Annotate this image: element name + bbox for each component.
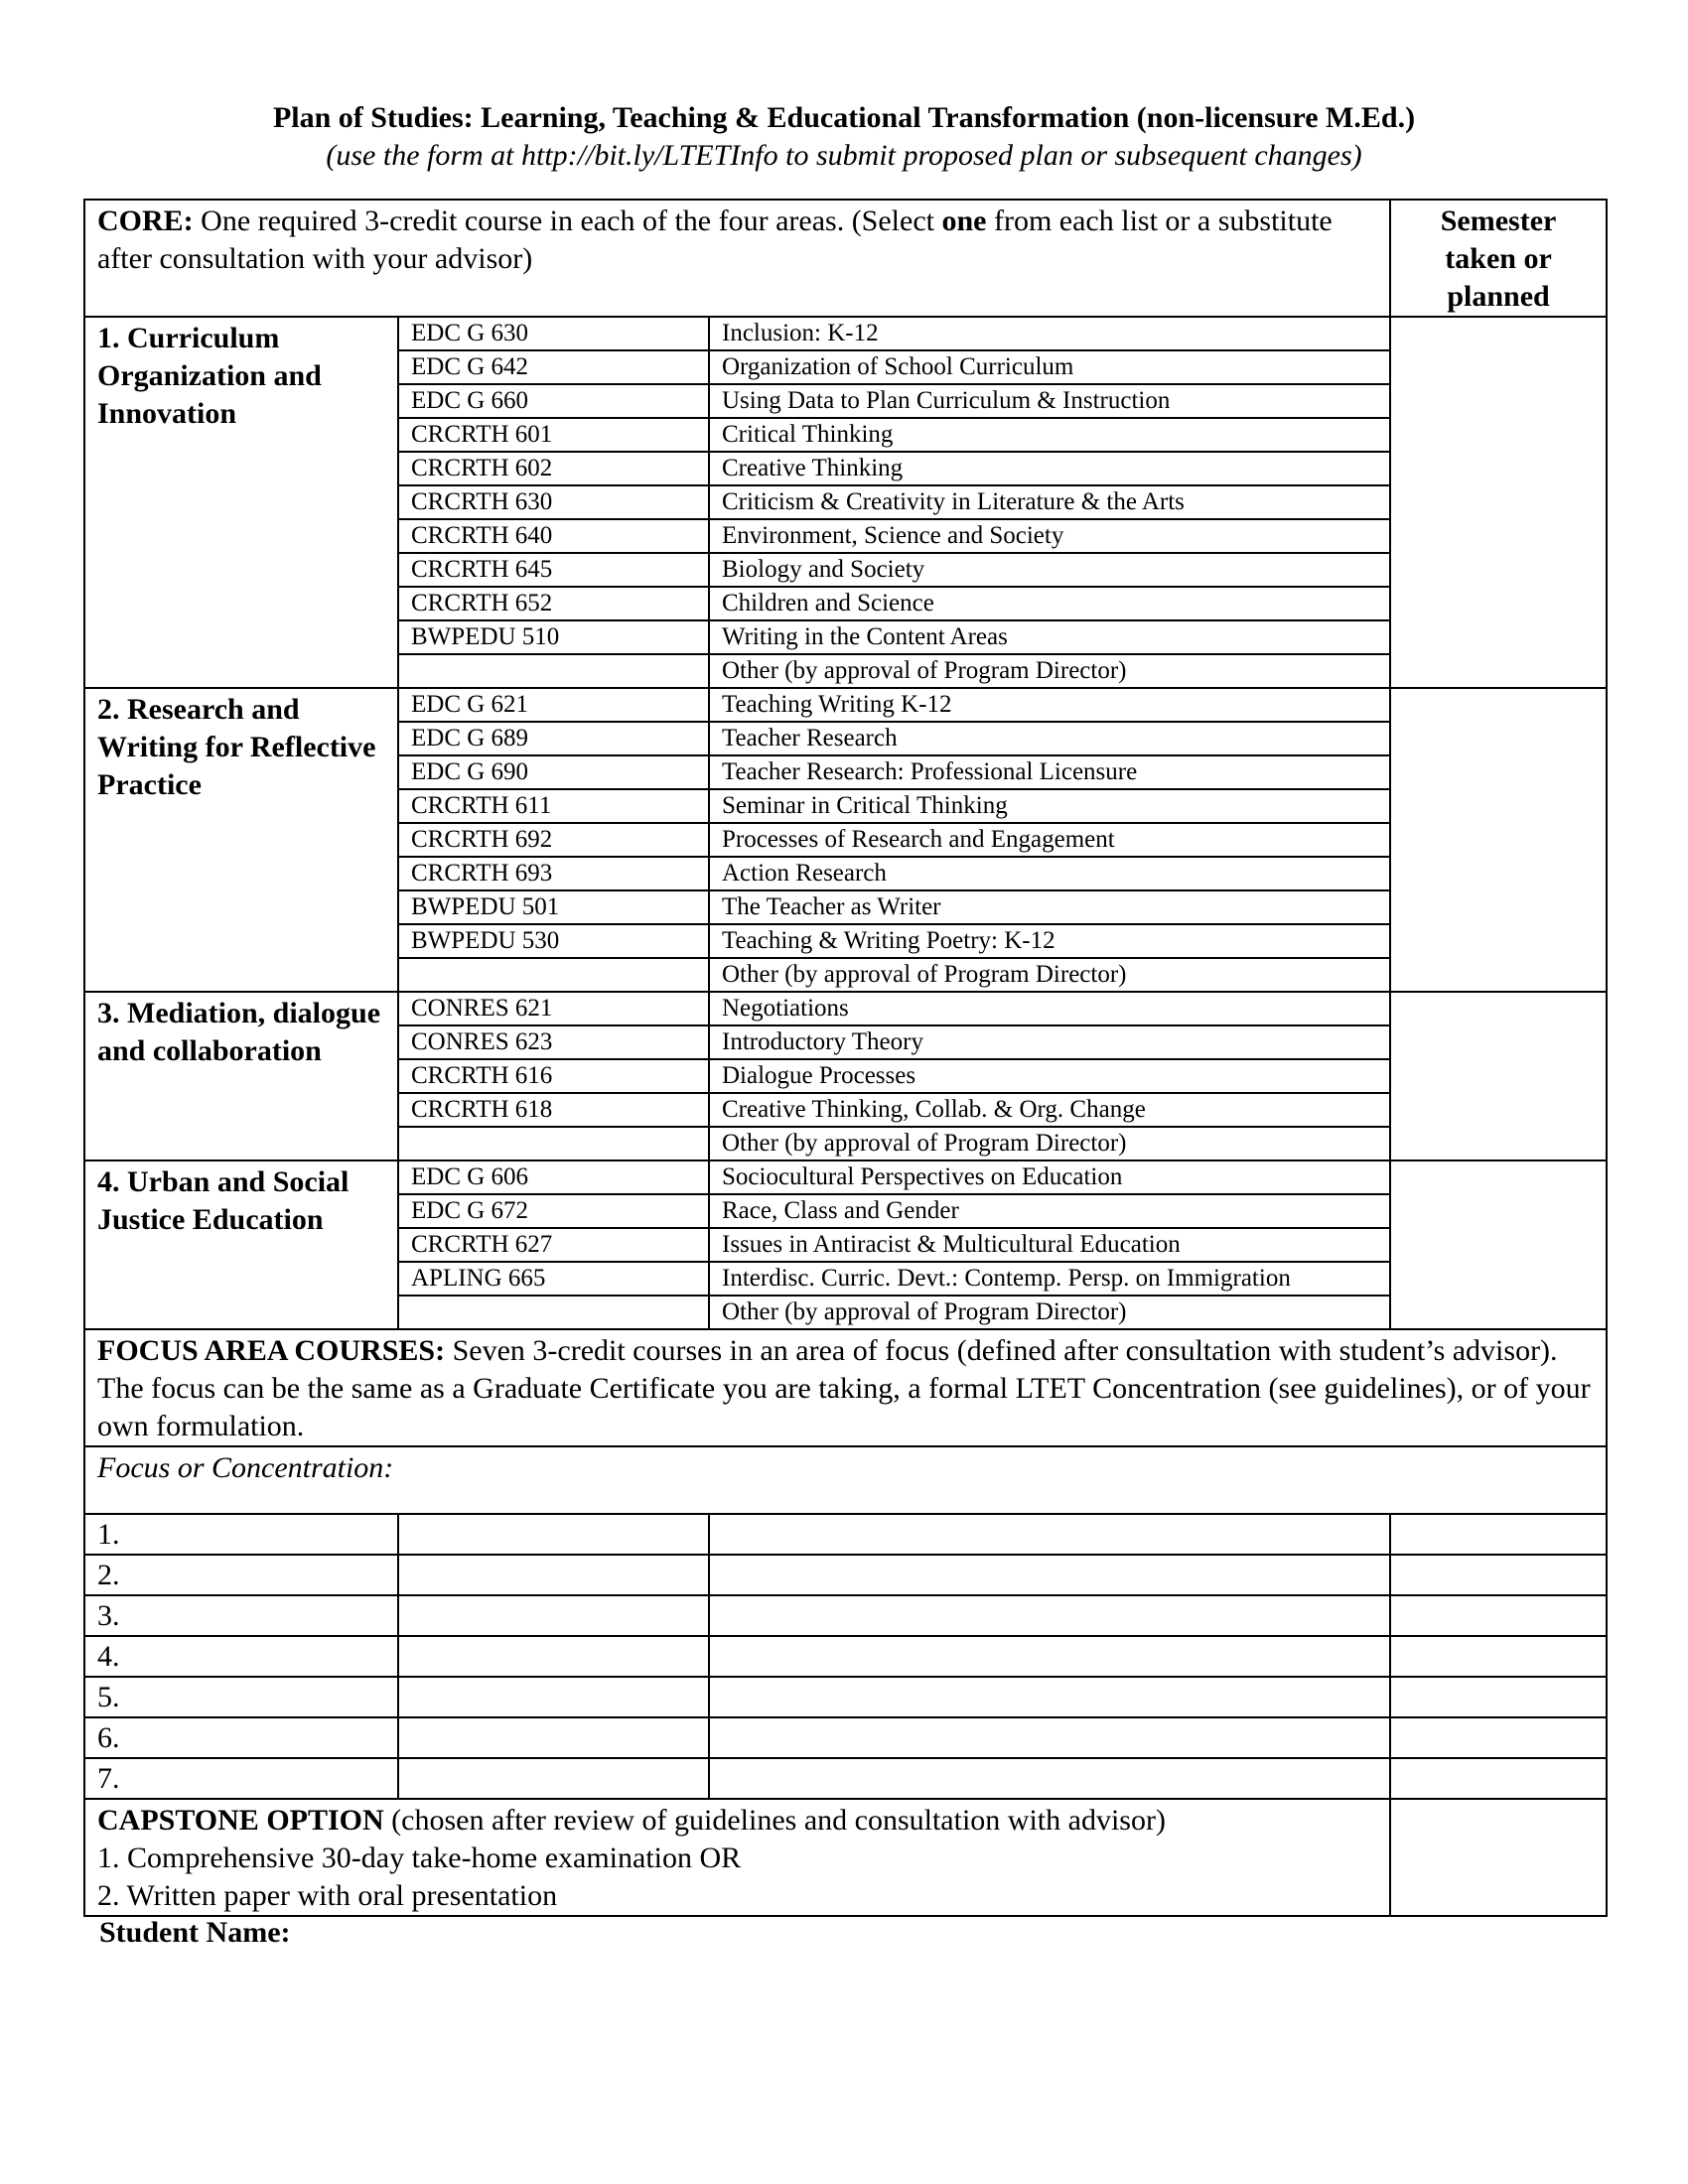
course-title: Sociocultural Perspectives on Education: [709, 1160, 1390, 1194]
focus-course-row: [84, 1555, 1607, 1595]
course-code: CRCRTH 602: [398, 452, 709, 485]
course-title: Teaching Writing K-12: [709, 688, 1390, 722]
focus-course-row: [84, 1636, 1607, 1677]
course-title: Teaching & Writing Poetry: K-12: [709, 924, 1390, 958]
course-title: Creative Thinking, Collab. & Org. Change: [709, 1093, 1390, 1127]
course-code: [398, 1127, 709, 1160]
focus-course-number: 3.: [84, 1595, 398, 1636]
focus-course-row: [84, 1758, 1607, 1799]
focus-course-semester-cell[interactable]: [1390, 1758, 1607, 1799]
core-text-b: from each list or a substitute after consultation with your advisor): [97, 205, 1333, 275]
focus-course-title-cell[interactable]: [709, 1758, 1390, 1799]
course-code: EDC G 660: [398, 384, 709, 418]
focus-course-number: 4.: [84, 1636, 398, 1677]
focus-header-row: [84, 1329, 1607, 1446]
focus-label: FOCUS AREA COURSES:: [97, 1334, 446, 1367]
capstone-semester-cell[interactable]: [1390, 1799, 1607, 1916]
course-code: EDC G 621: [398, 688, 709, 722]
focus-course-semester-cell[interactable]: [1390, 1717, 1607, 1758]
course-code: CRCRTH 693: [398, 857, 709, 890]
focus-course-semester-cell[interactable]: [1390, 1595, 1607, 1636]
focus-text: Seven 3-credit courses in an area of focus (defined after consultation with student’s advisor). The focus can be the same as a Graduate Certificate you are taking, a formal LTET Concentration (see guidelines), or of your own formulation.: [97, 1334, 1591, 1442]
page-title: Plan of Studies: Learning, Teaching & Educational Transformation (non-licensure M.Ed.): [272, 101, 1416, 134]
area-semester-cell[interactable]: [1390, 317, 1607, 688]
focus-course-row: [84, 1514, 1607, 1555]
course-row: [84, 992, 1607, 1025]
core-text-a: One required 3-credit course in each of the four areas. (Select: [193, 205, 942, 237]
course-title: Biology and Society: [709, 553, 1390, 587]
course-code: CRCRTH 618: [398, 1093, 709, 1127]
course-row: [84, 1160, 1607, 1194]
course-title: Other (by approval of Program Director): [709, 958, 1390, 992]
area-name: 2. Research and Writing for Reflective Practice: [84, 688, 398, 992]
course-code: BWPEDU 510: [398, 620, 709, 654]
core-header-row: [84, 200, 1607, 317]
course-code: CRCRTH 616: [398, 1059, 709, 1093]
focus-course-title-cell[interactable]: [709, 1514, 1390, 1555]
course-title: Teacher Research: [709, 722, 1390, 755]
capstone-row: [84, 1799, 1607, 1916]
course-title: Processes of Research and Engagement: [709, 823, 1390, 857]
course-title: Seminar in Critical Thinking: [709, 789, 1390, 823]
area-semester-cell[interactable]: [1390, 688, 1607, 992]
course-title: Interdisc. Curric. Devt.: Contemp. Persp. on Immigration: [709, 1262, 1390, 1296]
course-title: Writing in the Content Areas: [709, 620, 1390, 654]
course-code: CRCRTH 611: [398, 789, 709, 823]
course-code: [398, 1296, 709, 1329]
focus-course-code-cell[interactable]: [398, 1514, 709, 1555]
focus-course-number: 6.: [84, 1717, 398, 1758]
course-title: Issues in Antiracist & Multicultural Education: [709, 1228, 1390, 1262]
capstone-option-2: 2. Written paper with oral presentation: [97, 1879, 558, 1912]
course-code: CRCRTH 601: [398, 418, 709, 452]
course-title: Creative Thinking: [709, 452, 1390, 485]
focus-course-title-cell[interactable]: [709, 1636, 1390, 1677]
area-name: 1. Curriculum Organization and Innovation: [84, 317, 398, 688]
course-code: CONRES 621: [398, 992, 709, 1025]
capstone-text: (chosen after review of guidelines and consultation with advisor): [383, 1804, 1166, 1837]
course-title: Criticism & Creativity in Literature & the Arts: [709, 485, 1390, 519]
focus-course-row: [84, 1677, 1607, 1717]
focus-course-row: [84, 1717, 1607, 1758]
course-title: Action Research: [709, 857, 1390, 890]
focus-course-title-cell[interactable]: [709, 1717, 1390, 1758]
student-name-label: Student Name:: [99, 1916, 291, 1949]
course-code: [398, 654, 709, 688]
course-code: EDC G 672: [398, 1194, 709, 1228]
course-title: Inclusion: K-12: [709, 317, 1390, 350]
course-code: CRCRTH 627: [398, 1228, 709, 1262]
focus-course-code-cell[interactable]: [398, 1758, 709, 1799]
focus-course-number: 2.: [84, 1555, 398, 1595]
course-title: The Teacher as Writer: [709, 890, 1390, 924]
course-code: EDC G 642: [398, 350, 709, 384]
area-semester-cell[interactable]: [1390, 1160, 1607, 1329]
focus-course-number: 1.: [84, 1514, 398, 1555]
course-title: Teacher Research: Professional Licensure: [709, 755, 1390, 789]
course-row: [84, 688, 1607, 722]
page-subtitle: (use the form at http://bit.ly/LTETInfo to submit proposed plan or subsequent changes): [326, 139, 1362, 172]
course-code: BWPEDU 501: [398, 890, 709, 924]
focus-course-number: 7.: [84, 1758, 398, 1799]
area-semester-cell[interactable]: [1390, 992, 1607, 1160]
course-code: CRCRTH 652: [398, 587, 709, 620]
focus-course-code-cell[interactable]: [398, 1595, 709, 1636]
capstone-label: CAPSTONE OPTION: [97, 1804, 384, 1837]
course-title: Negotiations: [709, 992, 1390, 1025]
area-name: 4. Urban and Social Justice Education: [84, 1160, 398, 1329]
course-code: [398, 958, 709, 992]
course-title: Children and Science: [709, 587, 1390, 620]
semester-header: Semester taken or planned: [1390, 200, 1607, 317]
course-title: Introductory Theory: [709, 1025, 1390, 1059]
course-title: Race, Class and Gender: [709, 1194, 1390, 1228]
course-code: CRCRTH 692: [398, 823, 709, 857]
course-title: Dialogue Processes: [709, 1059, 1390, 1093]
course-code: EDC G 689: [398, 722, 709, 755]
focus-concentration-row: [84, 1446, 1607, 1514]
course-title: Other (by approval of Program Director): [709, 1296, 1390, 1329]
core-label: CORE:: [97, 205, 194, 237]
course-title: Environment, Science and Society: [709, 519, 1390, 553]
focus-course-semester-cell[interactable]: [1390, 1514, 1607, 1555]
course-title: Other (by approval of Program Director): [709, 654, 1390, 688]
course-title: Critical Thinking: [709, 418, 1390, 452]
focus-course-code-cell[interactable]: [398, 1717, 709, 1758]
course-code: EDC G 606: [398, 1160, 709, 1194]
course-code: BWPEDU 530: [398, 924, 709, 958]
focus-course-row: [84, 1595, 1607, 1636]
focus-course-code-cell[interactable]: [398, 1636, 709, 1677]
focus-course-number: 5.: [84, 1677, 398, 1717]
course-code: EDC G 630: [398, 317, 709, 350]
focus-course-title-cell[interactable]: [709, 1555, 1390, 1595]
course-code: CRCRTH 640: [398, 519, 709, 553]
capstone-description: [84, 1799, 1390, 1916]
core-text-bold: one: [941, 205, 987, 237]
plan-table: [83, 199, 1608, 1917]
course-code: CRCRTH 645: [398, 553, 709, 587]
focus-course-code-cell[interactable]: [398, 1677, 709, 1717]
focus-course-title-cell[interactable]: [709, 1677, 1390, 1717]
core-description: [84, 200, 1390, 317]
area-name: 3. Mediation, dialogue and collaboration: [84, 992, 398, 1160]
course-code: EDC G 690: [398, 755, 709, 789]
focus-course-code-cell[interactable]: [398, 1555, 709, 1595]
course-title: Using Data to Plan Curriculum & Instruction: [709, 384, 1390, 418]
course-code: CONRES 623: [398, 1025, 709, 1059]
focus-course-title-cell[interactable]: [709, 1595, 1390, 1636]
course-code: CRCRTH 630: [398, 485, 709, 519]
focus-description: [84, 1329, 1607, 1446]
focus-concentration-field[interactable]: Focus or Concentration:: [84, 1446, 1607, 1514]
course-code: APLING 665: [398, 1262, 709, 1296]
focus-course-semester-cell[interactable]: [1390, 1555, 1607, 1595]
course-title: Organization of School Curriculum: [709, 350, 1390, 384]
course-row: [84, 317, 1607, 350]
capstone-option-1: 1. Comprehensive 30-day take-home examination OR: [97, 1842, 742, 1874]
course-title: Other (by approval of Program Director): [709, 1127, 1390, 1160]
focus-course-semester-cell[interactable]: [1390, 1636, 1607, 1677]
focus-course-semester-cell[interactable]: [1390, 1677, 1607, 1717]
